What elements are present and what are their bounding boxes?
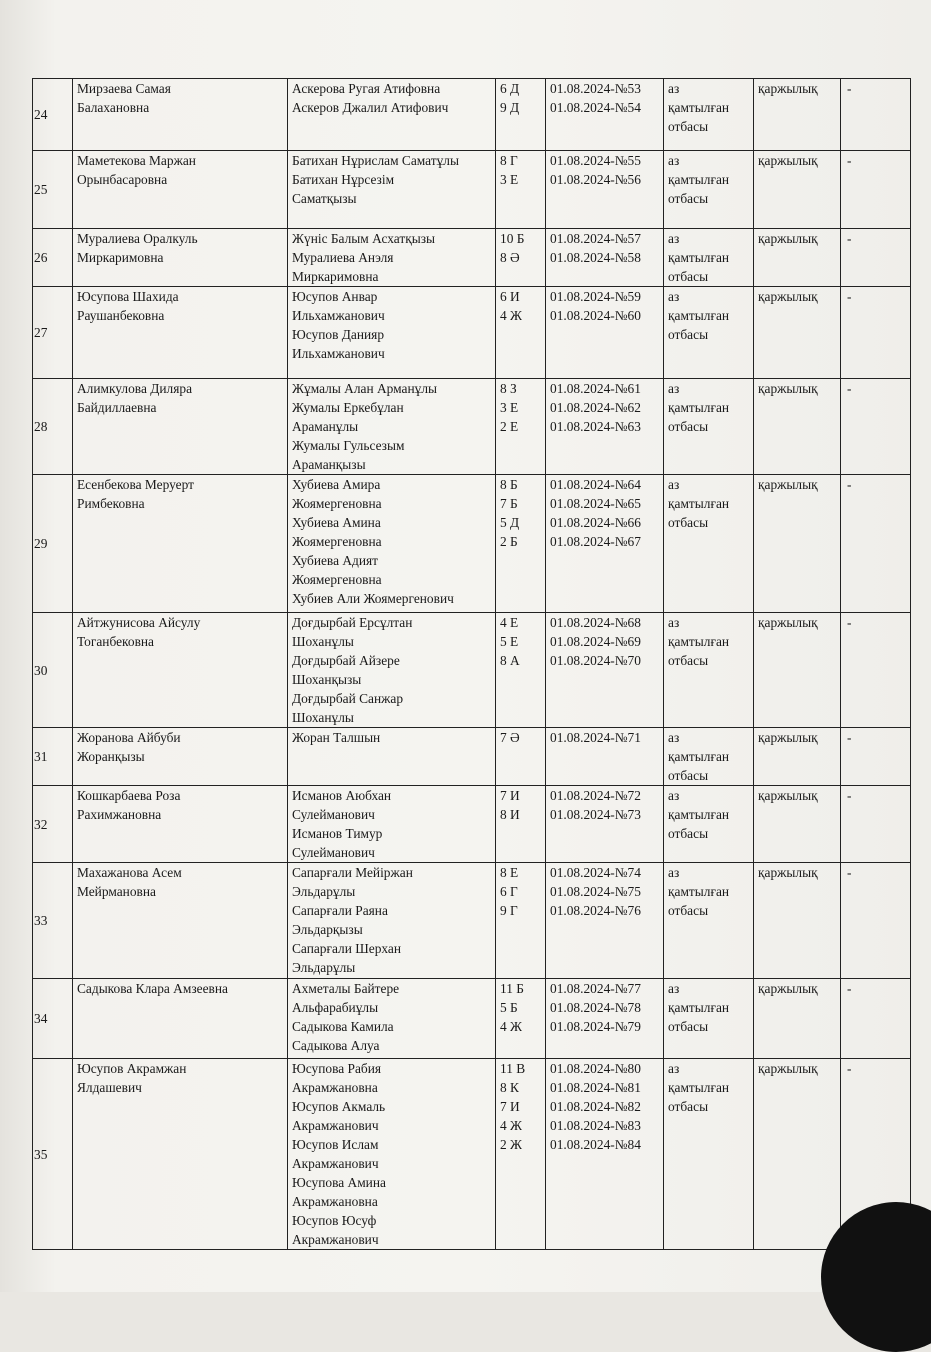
children-names: Жоран Талшын (288, 728, 496, 786)
family-category: аз қамтылған отбасы (664, 613, 754, 728)
table-row (33, 863, 911, 979)
row-number: 26 (33, 229, 73, 287)
support-type: қаржылық (754, 979, 841, 1059)
children-names: Ахметалы Байтере Альфарабиұлы Садыкова Камила Садыкова Алуа (288, 979, 496, 1059)
parent-name: Юсупова Шахида Раушанбековна (73, 287, 288, 379)
order-numbers: 01.08.2024-№57 01.08.2024-№58 (546, 229, 664, 287)
children-names: Жүніс Балым Асхатқызы Муралиева Анэля Миркаримовна (288, 229, 496, 287)
table-row (33, 151, 911, 229)
support-type: қаржылық (754, 151, 841, 229)
family-category: аз қамтылған отбасы (664, 475, 754, 613)
parent-name: Есенбекова Меруерт Римбековна (73, 475, 288, 613)
note-cell: - (841, 728, 911, 786)
children-names: Юсупов Анвар Ильхамжанович Юсупов Данияр Ильхамжанович (288, 287, 496, 379)
parent-name: Мирзаева Самая Балахановна (73, 79, 288, 151)
family-category: аз қамтылған отбасы (664, 1059, 754, 1250)
table-row (33, 786, 911, 863)
row-number: 28 (33, 379, 73, 475)
family-category: аз қамтылған отбасы (664, 151, 754, 229)
family-category: аз қамтылған отбасы (664, 979, 754, 1059)
family-category: аз қамтылған отбасы (664, 379, 754, 475)
class-grades: 6 И 4 Ж (496, 287, 546, 379)
support-type: қаржылық (754, 379, 841, 475)
parent-name: Жоранова Айбуби Жоранқызы (73, 728, 288, 786)
children-names: Доғдырбай Ерсұлтан Шоханұлы Доғдырбай Айзере Шоханқызы Доғдырбай Санжар Шоханұлы (288, 613, 496, 728)
class-grades: 4 Е 5 Е 8 А (496, 613, 546, 728)
parent-name: Муралиева Оралкуль Миркаримовна (73, 229, 288, 287)
table-row (33, 728, 911, 786)
support-type: қаржылық (754, 863, 841, 979)
note-cell: - (841, 379, 911, 475)
row-number: 24 (33, 79, 73, 151)
order-numbers: 01.08.2024-№71 (546, 728, 664, 786)
class-grades: 10 Б 8 Ә (496, 229, 546, 287)
table-row (33, 229, 911, 287)
table-row (33, 613, 911, 728)
order-numbers: 01.08.2024-№74 01.08.2024-№75 01.08.2024-№76 (546, 863, 664, 979)
children-names: Аскерова Ругая Атифовна Аскеров Джалил Атифович (288, 79, 496, 151)
note-cell: - (841, 863, 911, 979)
order-numbers: 01.08.2024-№77 01.08.2024-№78 01.08.2024-№79 (546, 979, 664, 1059)
support-type: қаржылық (754, 475, 841, 613)
class-grades: 8 Б 7 Б 5 Д 2 Б (496, 475, 546, 613)
order-numbers: 01.08.2024-№64 01.08.2024-№65 01.08.2024-№66 01.08.2024-№67 (546, 475, 664, 613)
class-grades: 11 Б 5 Б 4 Ж (496, 979, 546, 1059)
note-cell: - (841, 229, 911, 287)
order-numbers: 01.08.2024-№59 01.08.2024-№60 (546, 287, 664, 379)
note-cell: - (841, 79, 911, 151)
table-row (33, 379, 911, 475)
class-grades: 8 З 3 Е 2 Е (496, 379, 546, 475)
row-number: 27 (33, 287, 73, 379)
class-grades: 7 И 8 И (496, 786, 546, 863)
support-type: қаржылық (754, 79, 841, 151)
children-names: Батихан Нұрислам Саматұлы Батихан Нұрсезім Саматқызы (288, 151, 496, 229)
note-cell: - (841, 613, 911, 728)
parent-name: Садыкова Клара Амзеевна (73, 979, 288, 1059)
family-category: аз қамтылған отбасы (664, 79, 754, 151)
order-numbers: 01.08.2024-№55 01.08.2024-№56 (546, 151, 664, 229)
table-row (33, 287, 911, 379)
order-numbers: 01.08.2024-№53 01.08.2024-№54 (546, 79, 664, 151)
children-names: Хубиева Амира Жоямергеновна Хубиева Амина Жоямергеновна Хубиева Адият Жоямергеновна Хубиев Али Жоямергенович (288, 475, 496, 613)
class-grades: 8 Г 3 Е (496, 151, 546, 229)
order-numbers: 01.08.2024-№68 01.08.2024-№69 01.08.2024-№70 (546, 613, 664, 728)
parent-name: Махажанова Асем Мейрмановна (73, 863, 288, 979)
row-number: 31 (33, 728, 73, 786)
children-names: Жұмалы Алан Арманұлы Жумалы Еркебұлан Араманұлы Жумалы Гульсезым Араманқызы (288, 379, 496, 475)
support-type: қаржылық (754, 287, 841, 379)
note-cell: - (841, 475, 911, 613)
table-row (33, 1059, 911, 1250)
parent-name: Кошкарбаева Роза Рахимжановна (73, 786, 288, 863)
support-type: қаржылық (754, 229, 841, 287)
support-type: қаржылық (754, 1059, 841, 1250)
class-grades: 11 В 8 К 7 И 4 Ж 2 Ж (496, 1059, 546, 1250)
note-cell: - (841, 979, 911, 1059)
row-number: 34 (33, 979, 73, 1059)
class-grades: 7 Ә (496, 728, 546, 786)
class-grades: 8 Е 6 Г 9 Г (496, 863, 546, 979)
note-cell: - (841, 786, 911, 863)
row-number: 30 (33, 613, 73, 728)
beneficiary-table (32, 78, 911, 1250)
support-type: қаржылық (754, 613, 841, 728)
family-category: аз қамтылған отбасы (664, 229, 754, 287)
order-numbers: 01.08.2024-№80 01.08.2024-№81 01.08.2024-№82 01.08.2024-№83 01.08.2024-№84 (546, 1059, 664, 1250)
parent-name: Алимкулова Диляра Байдиллаевна (73, 379, 288, 475)
order-numbers: 01.08.2024-№61 01.08.2024-№62 01.08.2024-№63 (546, 379, 664, 475)
table-row (33, 475, 911, 613)
row-number: 32 (33, 786, 73, 863)
parent-name: Маметекова Маржан Орынбасаровна (73, 151, 288, 229)
children-names: Сапарғали Мейіржан Эльдарұлы Сапарғали Раяна Эльдарқызы Сапарғали Шерхан Эльдарұлы (288, 863, 496, 979)
row-number: 25 (33, 151, 73, 229)
note-cell: - (841, 151, 911, 229)
family-category: аз қамтылған отбасы (664, 863, 754, 979)
support-type: қаржылық (754, 728, 841, 786)
children-names: Юсупова Рабия Акрамжановна Юсупов Акмаль Акрамжанович Юсупов Ислам Акрамжанович Юсупова Амина Акрамжановна Юсупов Юсуф Акрамжанович (288, 1059, 496, 1250)
family-category: аз қамтылған отбасы (664, 287, 754, 379)
class-grades: 6 Д 9 Д (496, 79, 546, 151)
parent-name: Юсупов Акрамжан Ялдашевич (73, 1059, 288, 1250)
order-numbers: 01.08.2024-№72 01.08.2024-№73 (546, 786, 664, 863)
note-cell: - (841, 1059, 911, 1250)
support-type: қаржылық (754, 786, 841, 863)
row-number: 29 (33, 475, 73, 613)
note-cell: - (841, 287, 911, 379)
table-row (33, 79, 911, 151)
children-names: Исманов Аюбхан Сулейманович Исманов Тимур Сулейманович (288, 786, 496, 863)
table-row (33, 979, 911, 1059)
parent-name: Айтжунисова Айсулу Тоганбековна (73, 613, 288, 728)
row-number: 33 (33, 863, 73, 979)
family-category: аз қамтылған отбасы (664, 786, 754, 863)
family-category: аз қамтылған отбасы (664, 728, 754, 786)
row-number: 35 (33, 1059, 73, 1250)
